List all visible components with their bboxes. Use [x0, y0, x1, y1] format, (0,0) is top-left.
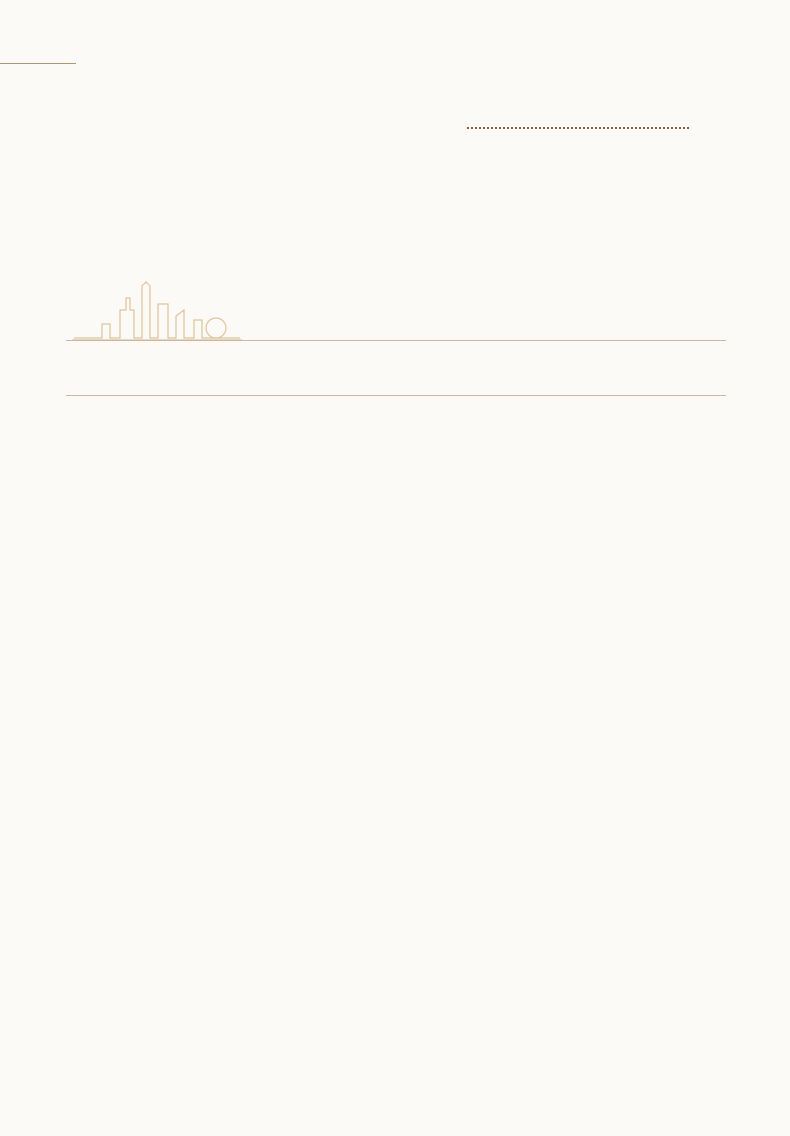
toc-chapter-6[interactable] — [0, 111, 790, 141]
skyline-illustration — [72, 280, 242, 342]
part-rule-bottom — [66, 395, 726, 396]
part-2-heading[interactable] — [0, 340, 790, 396]
part-rule-top — [66, 340, 726, 341]
running-header — [0, 0, 790, 100]
leader-dots — [466, 127, 690, 129]
header-rule — [0, 63, 76, 64]
